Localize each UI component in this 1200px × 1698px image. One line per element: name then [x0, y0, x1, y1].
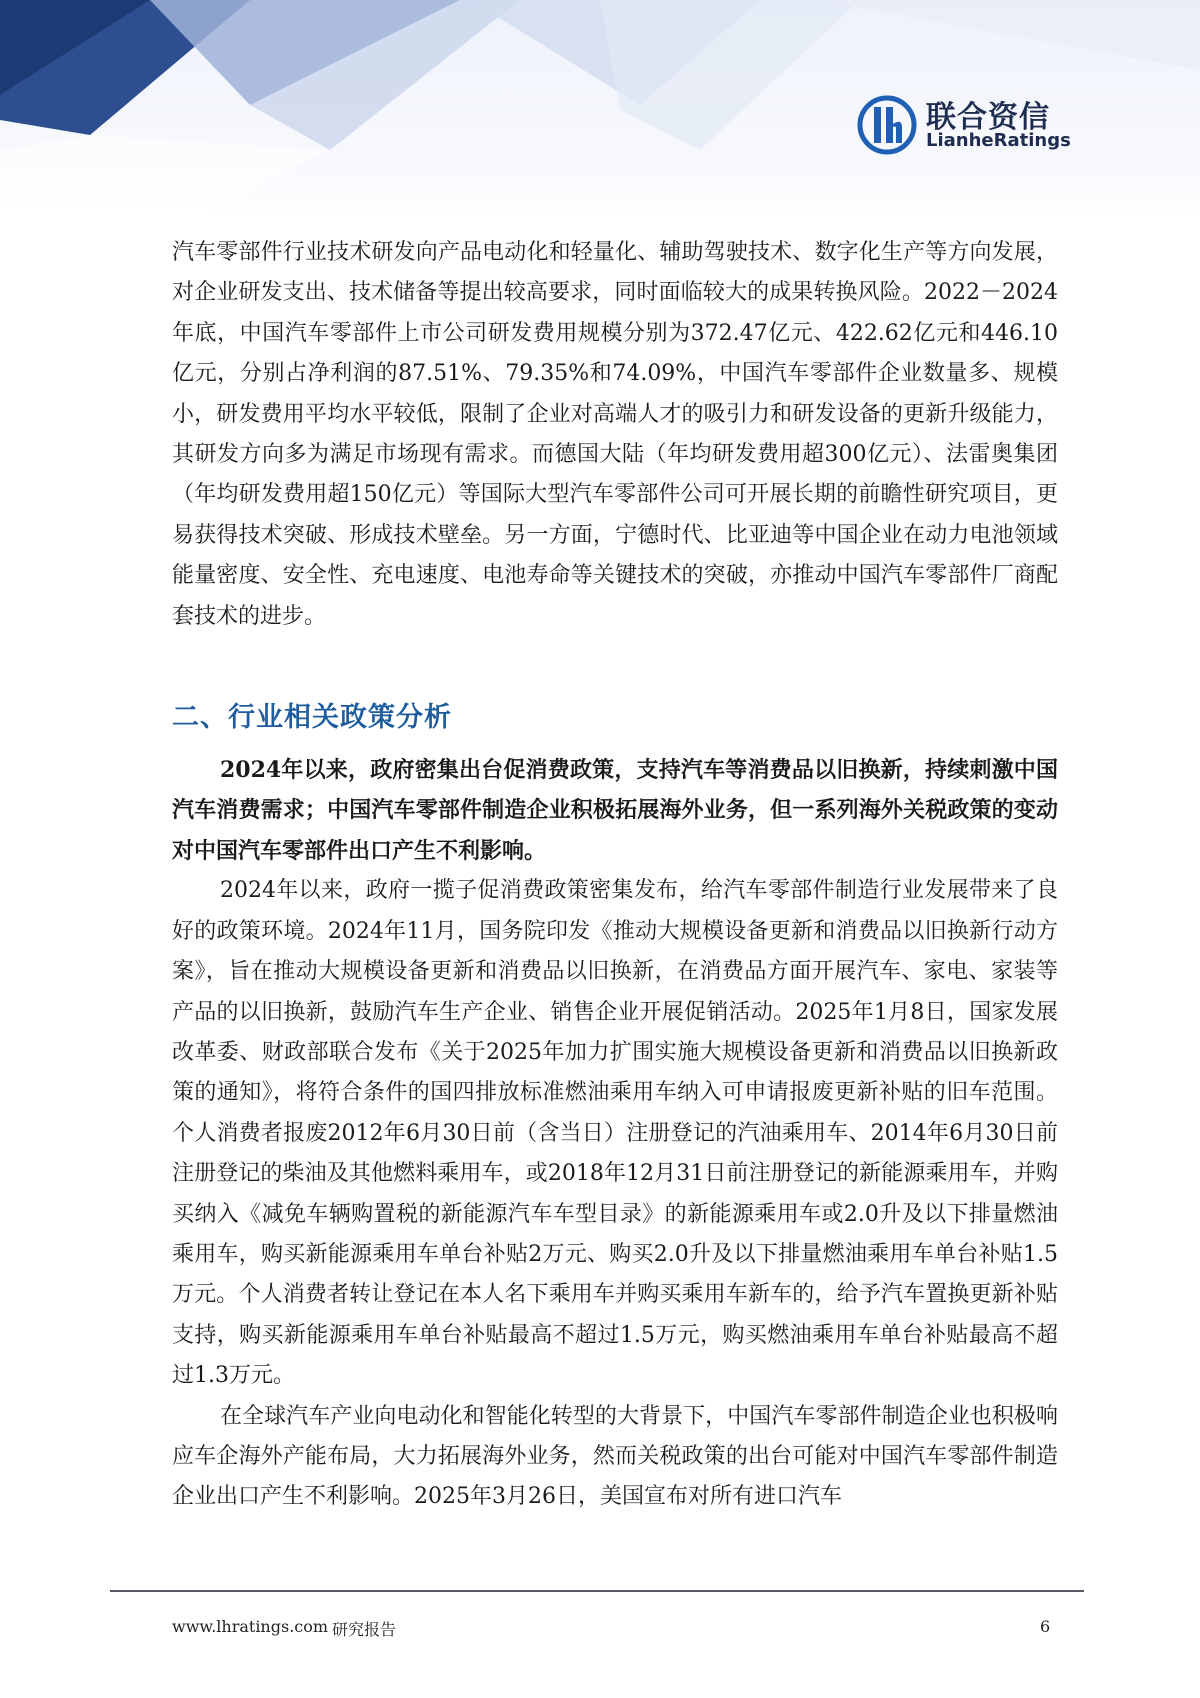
policy-paragraph: 2024年以来，政府一揽子促消费政策密集发布，给汽车零部件制造行业发展带来了良好的政策环境。2024年11月，国务院印发《推动大规模设备更新和消费品以旧换新行动方案》，旨在推动大规模设备更新和消费品以旧换新，在消费品方面开展汽车、家电、家装等产品的以旧换新，鼓励汽车生产企业、销售企业开展促销活动。2025年1月8日，国家发展改革委、财政部联合发布《关于2025年加力扩围实施大规模设备更新和消费品以旧换新政策的通知》，将符合条件的国四排放标准燃油乘用车纳入可申请报废更新补贴的旧车范围。个人消费者报废2012年6月30日前（含当日）注册登记的汽油乘用车、2014年6月30日前注册登记的柴油及其他燃料乘用车，或2018年12月31日前注册登记的新能源乘用车，并购买纳入《减免车辆购置税的新能源汽车车型目录》的新能源乘用车或2.0升及以下排量燃油乘用车，购买新能源乘用车单台补贴2万元、购买2.0升及以下排量燃油乘用车单台补贴1.5万元。个人消费者转让登记在本人名下乘用车并购买乘用车新车的，给予汽车置换更新补贴支持，购买新能源乘用车单台补贴最高不超过1.5万元，购买燃油乘用车单台补贴最高不超过1.3万元。	[172, 878, 1058, 1389]
section-title: 二、行业相关政策分析	[172, 702, 452, 734]
company-logo	[856, 90, 1071, 160]
report-body	[172, 233, 1058, 1518]
section-summary: 2024年以来，政府密集出台促消费政策，支持汽车等消费品以旧换新，持续刺激中国汽车消费需求；中国汽车零部件制造企业积极拓展海外业务，但一系列海外关税政策的变动对中国汽车零部件出口产生不利影响。	[172, 757, 1058, 864]
footer-divider	[110, 1590, 1084, 1592]
logo-english-name: LianheRatings	[926, 130, 1071, 151]
footer-website[interactable]: www.lhratings.com	[172, 1617, 329, 1636]
page-number: 6	[1040, 1617, 1051, 1636]
tariff-paragraph: 在全球汽车产业向电动化和智能化转型的大背景下，中国汽车零部件制造企业也积极响应车企海外产能布局，大力拓展海外业务，然而关税政策的出台可能对中国汽车零部件制造企业出口产生不利影响。2025年3月26日，美国宣布对所有进口汽车	[172, 1403, 1058, 1510]
logo-emblem-icon	[856, 94, 918, 156]
logo-chinese-name: 联合资信	[926, 100, 1050, 135]
footer-doc-type: 研究报告	[332, 1620, 397, 1639]
intro-paragraph: 汽车零部件行业技术研发向产品电动化和轻量化、辅助驾驶技术、数字化生产等方向发展，对企业研发支出、技术储备等提出较高要求，同时面临较大的成果转换风险。2022－2024年底，中国汽车零部件上市公司研发费用规模分别为372.47亿元、422.62亿元和446.10亿元，分别占净利润的87.51%、79.35%和74.09%，中国汽车零部件企业数量多、规模小，研发费用平均水平较低，限制了企业对高端人才的吸引力和研发设备的更新升级能力，其研发方向多为满足市场现有需求。而德国大陆（年均研发费用超300亿元）、法雷奥集团（年均研发费用超150亿元）等国际大型汽车零部件公司可开展长期的前瞻性研究项目，更易获得技术突破、形成技术壁垒。另一方面，宁德时代、比亚迪等中国企业在动力电池领域能量密度、安全性、充电速度、电池寿命等关键技术的突破，亦推动中国汽车零部件厂商配套技术的进步。	[172, 240, 1058, 629]
